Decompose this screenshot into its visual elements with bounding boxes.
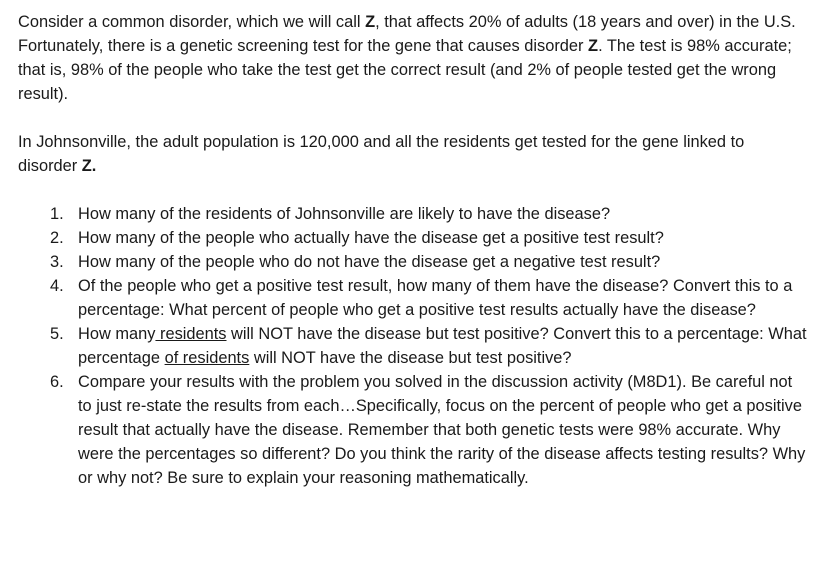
question-text-part: will NOT have the disease but test positive? [249,349,572,367]
intro-text-1: Consider a common disorder, which we will call [18,13,366,31]
question-number: 4. [50,277,64,295]
johnsonville-paragraph [18,130,808,178]
intro-paragraph [18,10,808,106]
question-text-part: will NOT have the disease but test positive? Convert this to a percentage: What percentage [78,325,807,367]
disorder-z-label: Z [365,13,376,31]
question-number: 2. [50,229,64,247]
town-text: In Johnsonville, the adult population is 120,000 and all the residents get tested for the gene linked to disorder [18,133,745,175]
disorder-z-label: Z [588,37,599,55]
question-text: How many of the people who do not have the disease get a negative test result? [78,253,661,271]
underlined-residents: residents [155,325,227,343]
question-number: 6. [50,373,64,391]
question-text: How many of the residents of Johnsonville are likely to have the disease? [78,205,611,223]
underlined-of-residents: of residents [164,349,250,367]
question-item [50,322,808,370]
question-list [18,202,808,490]
question-item [50,370,808,490]
question-item [50,250,808,274]
question-text-part: How many [78,325,156,343]
intro-text-3: . The test is 98% accurate; that is, 98% of the people who take the test get the correct result (and 2% of people tested get the wrong result). [18,37,792,103]
question-text: Compare your results with the problem you solved in the discussion activity (M8D1). Be careful not to just re-state the results from each…Specifically, focus on the percent of people who get a positive result that actually have the disease. Remember that both genetic tests were 98% accurate. Why were the percentages so different? Do you think the rarity of the disease affects testing results? Why or why not? Be sure to explain your reasoning mathematically. [78,373,806,487]
question-number: 5. [50,325,64,343]
question-item [50,226,808,250]
document-body [18,10,808,490]
intro-text-2: , that affects 20% of adults (18 years and over) in the U.S. Fortunately, there is a genetic screening test for the gene that causes disorder [18,13,796,55]
question-number: 1. [50,205,64,223]
question-item [50,274,808,322]
question-number: 3. [50,253,64,271]
question-text: How many of the people who actually have the disease get a positive test result? [78,229,664,247]
disorder-z-label: Z. [81,157,97,175]
question-item [50,202,808,226]
question-text: Of the people who get a positive test result, how many of them have the disease? Convert this to a percentage: What percent of people who get a positive test results actually have the disease? [78,277,793,319]
